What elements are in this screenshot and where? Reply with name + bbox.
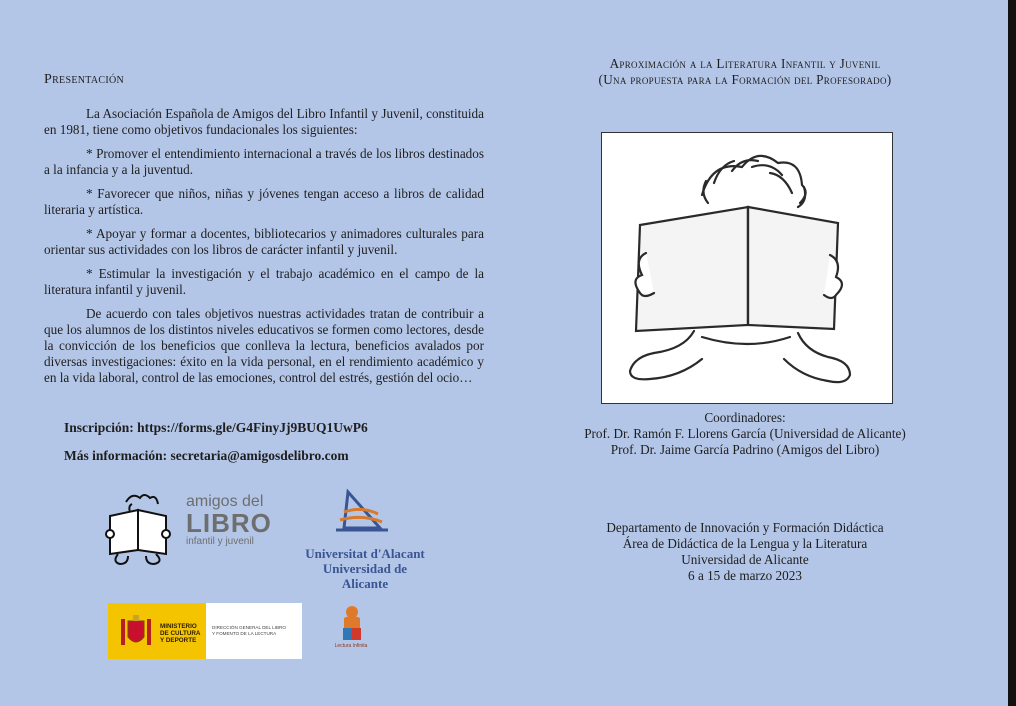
- coordinators-label: Coordinadores:: [704, 410, 786, 425]
- ministerio-text: MINISTERIO DE CULTURA Y DEPORTE: [160, 623, 201, 644]
- paragraph-objective-2: * Favorecer que niños, niñas y jóvenes tengan acceso a libros de calidad literaria y artística.: [44, 186, 484, 217]
- course-dates: 6 a 15 de marzo 2023: [688, 568, 802, 583]
- university-name: Universidad de Alicante: [681, 552, 809, 567]
- presentation-heading: Presentación: [44, 72, 125, 87]
- right-edge-bar: [1008, 0, 1016, 706]
- contact-links: [64, 420, 368, 476]
- course-title-line2: (Una propuesta para la Formación del Profesorado): [598, 72, 892, 87]
- direccion-general-text: DIRECCIÓN GENERAL DEL LIBRO Y FOMENTO DE LA LECTURA: [212, 625, 286, 636]
- paragraph-intro: La Asociación Española de Amigos del Libro Infantil y Juvenil, constituida en 1981, tiene como objetivos fundacionales los siguientes:: [44, 106, 484, 137]
- paragraph-objective-3: * Apoyar y formar a docentes, bibliotecarios y animadores culturales para orientar sus actividades con los libros de carácter infantil y juvenil.: [44, 226, 484, 257]
- course-title: [560, 56, 930, 88]
- department-block: [560, 520, 930, 584]
- inscripcion-link[interactable]: Inscripción: https://forms.gle/G4FinyJj9BUQ1UwP6: [64, 420, 368, 435]
- area-name: Área de Didáctica de la Lengua y la Literatura: [622, 536, 868, 551]
- lectura-infinita-logo: [326, 602, 376, 658]
- universidad-alicante-wordmark: Universitat d'Alacant Universidad de Alicante: [305, 546, 425, 591]
- coordinator-2: Prof. Dr. Jaime García Padrino (Amigos del Libro): [610, 442, 880, 457]
- paragraph-objective-1: * Promover el entendimiento internacional a través de los libros destinados a la infancia y a la juventud.: [44, 146, 484, 177]
- amigos-del-libro-wordmark: amigos del LIBRO infantil y juvenil: [186, 493, 272, 547]
- mas-informacion-link[interactable]: Más información: secretaria@amigosdelibro.com: [64, 448, 349, 463]
- ministerio-cultura-logo: [108, 603, 302, 659]
- paragraph-objective-4: * Estimular la investigación y el trabajo académico en el campo de la literatura infantil y juvenil.: [44, 266, 484, 297]
- child-reading-illustration: [601, 132, 893, 404]
- course-title-line1: Aproximación a la Literatura Infantil y Juvenil: [609, 56, 881, 71]
- coordinator-1: Prof. Dr. Ramón F. Llorens García (Universidad de Alicante): [584, 426, 906, 441]
- lectura-infinita-label: Lectura Infinita: [334, 643, 368, 649]
- paragraph-conclusion: De acuerdo con tales objetivos nuestras actividades tratan de contribuir a que los alumnos de los distintos niveles educativos se formen como lectores, desde la convicción de los beneficios que conlleva la lectura, beneficios avalados por diversas investigaciones: éxito en la vida personal, en el rendimiento académico y en la vida laboral, control de las emociones, control del estrés, gestión del ocio…: [44, 306, 484, 385]
- department-name: Departamento de Innovación y Formación Didáctica: [606, 520, 884, 535]
- child-reading-drawing: [602, 133, 892, 403]
- coordinators-block: [560, 410, 930, 458]
- coat-of-arms-icon: [118, 613, 154, 651]
- presentation-column: [44, 72, 484, 394]
